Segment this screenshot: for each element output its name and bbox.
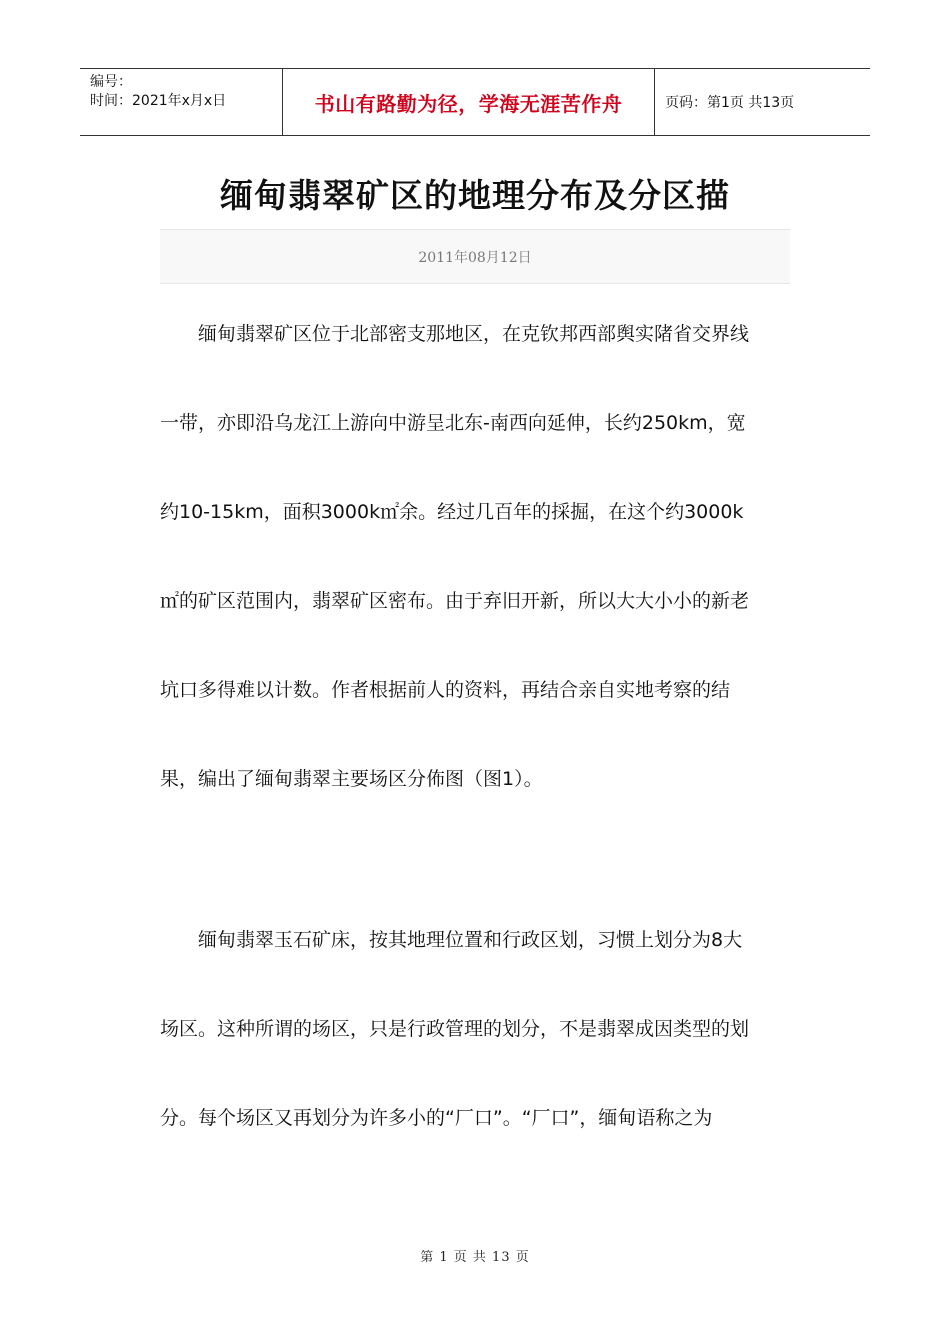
paragraph-line: 缅甸翡翠玉石矿床，按其地理位置和行政区划，习惯上划分为8大 (160, 929, 743, 951)
motto-text: 书山有路勤为径，学海无涯苦作舟 (314, 91, 623, 116)
paragraph-line: 约10-15km，面积3000k㎡余。经过几百年的採掘，在这个约3000k (160, 501, 744, 523)
date-bar (160, 229, 790, 284)
header-motto-cell (282, 69, 655, 135)
time-label: 时间：2021年x月x日 (90, 93, 227, 109)
paragraph-line: ㎡的矿区范围内，翡翠矿区密布。由于弃旧开新，所以大大小小的新老 (160, 590, 750, 612)
paragraph-line: 缅甸翡翠矿区位于北部密支那地区，在克钦邦西部舆实陼省交界线 (160, 323, 750, 345)
paragraph-1 (160, 290, 790, 824)
paragraph-line: 场区。这种所谓的场区，只是行政管理的划分，不是翡翠成因类型的划 (160, 1018, 750, 1040)
paragraph-line: 坑口多得难以计数。作者根据前人的资料，再结合亲自实地考察的结 (160, 679, 731, 701)
header-table (80, 68, 870, 136)
header-meta-cell (80, 69, 282, 135)
page-footer: 第 1 页 共 13 页 (420, 1250, 530, 1265)
page-code: 页码：第1页 共13页 (665, 95, 795, 111)
document-title: 缅甸翡翠矿区的地理分布及分区描 (220, 176, 730, 215)
paragraph-line: 分。每个场区又再划分为许多小的“厂口”。“厂口”，缅甸语称之为 (160, 1107, 713, 1129)
paragraph-2 (160, 896, 790, 1163)
publish-date: 2011年08月12日 (418, 249, 532, 266)
paragraph-line: 一带，亦即沿乌龙江上游向中游呈北东-南西向延伸，长约250km，宽 (160, 412, 746, 434)
serial-label: 编号： (90, 74, 132, 90)
paragraph-line: 果，编出了缅甸翡翠主要场区分佈图（图1）。 (160, 768, 543, 790)
header-page-cell (655, 69, 870, 135)
